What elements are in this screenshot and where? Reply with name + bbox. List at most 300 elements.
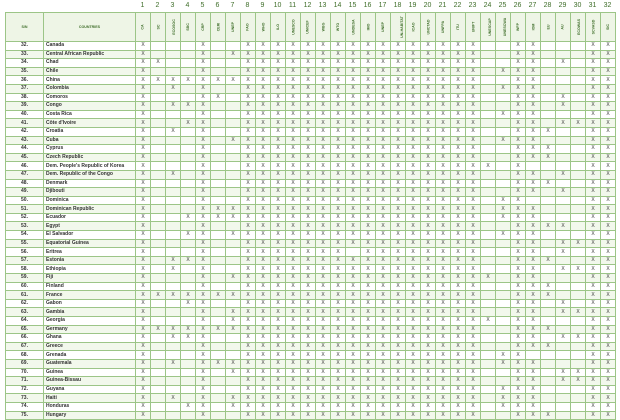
org-label: UNEP [231,22,235,32]
membership-cell [526,342,541,351]
membership-mark: X [516,257,520,264]
membership-cell [151,42,166,51]
membership-cell [436,127,451,136]
membership-mark: X [261,222,265,229]
membership-cell [361,222,376,231]
membership-cell [571,239,586,248]
membership-cell [211,67,226,76]
membership-mark: X [516,265,520,272]
membership-cell [511,59,526,68]
membership-cell [196,196,211,205]
membership-cell [151,127,166,136]
membership-mark: X [516,403,520,410]
membership-cell [346,368,361,377]
membership-cell [301,205,316,214]
membership-mark: X [441,50,445,57]
membership-mark: X [576,377,580,384]
membership-cell [181,59,196,68]
membership-cell [301,239,316,248]
membership-mark: X [426,239,430,246]
table-row [6,50,616,59]
membership-mark: X [591,102,595,109]
membership-cell [166,274,181,283]
membership-cell [241,127,256,136]
table-row [6,213,616,222]
table-row [6,325,616,334]
column-number: 28 [543,2,552,9]
membership-mark: X [591,334,595,341]
membership-mark: X [351,325,355,332]
membership-mark: X [276,85,280,92]
table-row [6,342,616,351]
membership-mark: X [381,403,385,410]
column-number: 21 [438,2,447,9]
membership-mark: X [471,394,475,401]
membership-mark: X [141,411,145,418]
membership-cell [586,351,601,360]
membership-mark: X [231,76,235,83]
membership-mark: X [336,42,340,49]
membership-cell [376,102,391,111]
membership-mark: X [231,205,235,212]
membership-mark: X [606,239,610,246]
membership-cell [511,351,526,360]
membership-mark: X [306,291,310,298]
countries-header: COUNTRIES [44,13,136,42]
membership-mark: X [441,171,445,178]
membership-mark: X [561,300,565,307]
membership-cell [406,325,421,334]
membership-cell [286,196,301,205]
membership-cell [256,127,271,136]
membership-mark: X [336,360,340,367]
membership-cell [301,127,316,136]
membership-mark: X [456,102,460,109]
membership-cell [436,205,451,214]
membership-cell [391,153,406,162]
membership-cell [181,368,196,377]
membership-cell [526,402,541,411]
membership-cell [241,162,256,171]
membership-mark: X [606,411,610,418]
membership-mark: X [321,102,325,109]
membership-cell [331,351,346,360]
membership-cell [496,248,511,257]
membership-cell [511,291,526,300]
membership-mark: X [381,102,385,109]
membership-cell [316,179,331,188]
membership-cell [556,342,571,351]
membership-mark: X [471,386,475,393]
membership-cell [241,188,256,197]
membership-mark: X [366,214,370,221]
membership-mark: X [411,68,415,75]
membership-mark: X [321,377,325,384]
membership-cell [451,162,466,171]
membership-mark: X [411,59,415,66]
country-name: Dominican Republic [44,205,136,214]
table-row [6,59,616,68]
membership-cell [391,385,406,394]
membership-mark: X [576,308,580,315]
membership-mark: X [291,50,295,57]
membership-mark: X [441,102,445,109]
country-name: Comoros [44,93,136,102]
org-label: FAO [245,23,250,31]
membership-mark: X [441,368,445,375]
membership-mark: X [381,179,385,186]
membership-mark: X [546,282,550,289]
membership-cell [196,317,211,326]
org-header [391,13,406,42]
membership-cell [196,351,211,360]
membership-mark: X [261,196,265,203]
table-row [6,42,616,51]
membership-cell [256,256,271,265]
row-number: 73. [6,394,44,403]
membership-cell [496,213,511,222]
membership-cell [406,127,421,136]
membership-cell [301,196,316,205]
membership-cell [226,67,241,76]
org-label: UN-HABITAT [399,16,404,38]
membership-cell [601,153,616,162]
membership-cell [271,196,286,205]
membership-mark: X [246,222,250,229]
membership-cell [541,256,556,265]
membership-cell [331,317,346,326]
row-number: 66. [6,334,44,343]
membership-cell [286,76,301,85]
membership-mark: X [336,50,340,57]
membership-cell [376,170,391,179]
membership-cell [496,76,511,85]
membership-cell [436,170,451,179]
membership-mark: X [426,196,430,203]
membership-mark: X [141,59,145,66]
membership-mark: X [516,274,520,281]
membership-cell [361,394,376,403]
membership-cell [391,411,406,420]
membership-cell [256,231,271,240]
membership-mark: X [261,343,265,350]
membership-mark: X [381,50,385,57]
membership-cell [586,136,601,145]
membership-mark: X [411,308,415,315]
table-row [6,188,616,197]
membership-cell [406,76,421,85]
membership-cell [376,334,391,343]
membership-cell [316,368,331,377]
membership-cell [241,256,256,265]
membership-mark: X [306,50,310,57]
membership-mark: X [546,179,550,186]
membership-cell [496,231,511,240]
membership-cell [151,282,166,291]
membership-cell [136,359,151,368]
country-name: Haiti [44,394,136,403]
membership-cell [301,256,316,265]
membership-cell [586,102,601,111]
membership-cell [196,402,211,411]
membership-mark: X [381,351,385,358]
membership-mark: X [366,343,370,350]
membership-mark: X [471,282,475,289]
membership-mark: X [291,334,295,341]
membership-cell [601,110,616,119]
membership-mark: X [396,136,400,143]
membership-cell [361,76,376,85]
membership-cell [346,145,361,154]
membership-cell [271,308,286,317]
membership-mark: X [411,102,415,109]
membership-mark: X [366,50,370,57]
membership-mark: X [516,85,520,92]
membership-mark: X [516,154,520,161]
membership-mark: X [366,162,370,169]
membership-cell [451,308,466,317]
membership-mark: X [606,188,610,195]
membership-cell [571,325,586,334]
membership-mark: X [441,351,445,358]
membership-cell [316,196,331,205]
membership-mark: X [516,76,520,83]
org-label: ICAO [410,22,415,32]
membership-cell [166,411,181,420]
membership-cell [196,325,211,334]
membership-mark: X [291,154,295,161]
membership-cell [571,291,586,300]
membership-mark: X [396,282,400,289]
membership-mark: X [411,300,415,307]
country-name: Eritrea [44,248,136,257]
membership-mark: X [546,325,550,332]
membership-mark: X [516,119,520,126]
column-number: 9 [260,2,265,9]
membership-cell [361,110,376,119]
org-header [556,13,571,42]
membership-cell [166,136,181,145]
membership-mark: X [141,274,145,281]
membership-mark: X [396,343,400,350]
membership-mark: X [141,179,145,186]
membership-mark: X [291,214,295,221]
membership-mark: X [246,403,250,410]
membership-cell [166,325,181,334]
membership-cell [181,196,196,205]
membership-cell [511,308,526,317]
table-row [6,231,616,240]
membership-cell [571,394,586,403]
membership-cell [556,248,571,257]
membership-cell [271,136,286,145]
membership-cell [526,231,541,240]
membership-cell [571,153,586,162]
membership-cell [451,368,466,377]
membership-mark: X [291,68,295,75]
membership-cell [271,359,286,368]
membership-cell [586,93,601,102]
membership-mark: X [426,308,430,315]
membership-cell [421,110,436,119]
membership-mark: X [246,325,250,332]
membership-mark: X [366,59,370,66]
membership-cell [541,205,556,214]
membership-mark: X [366,300,370,307]
column-number: 3 [170,2,175,9]
membership-cell [256,317,271,326]
membership-cell [571,256,586,265]
membership-mark: X [531,368,535,375]
membership-cell [166,351,181,360]
membership-mark: X [546,128,550,135]
membership-cell [466,93,481,102]
membership-cell [376,213,391,222]
membership-cell [571,368,586,377]
membership-mark: X [516,145,520,152]
membership-mark: X [336,119,340,126]
membership-cell [376,205,391,214]
membership-mark: X [471,248,475,255]
membership-cell [151,67,166,76]
country-name: Germany [44,325,136,334]
country-name: Georgia [44,317,136,326]
org-header [316,13,331,42]
membership-mark: X [516,59,520,66]
membership-cell [211,334,226,343]
membership-mark: X [591,411,595,418]
membership-mark: X [246,214,250,221]
membership-cell [301,359,316,368]
membership-mark: X [456,136,460,143]
membership-mark: X [441,128,445,135]
membership-cell [331,110,346,119]
membership-mark: X [366,403,370,410]
membership-cell [541,42,556,51]
membership-cell [541,308,556,317]
membership-cell [481,239,496,248]
membership-cell [571,84,586,93]
membership-cell [151,274,166,283]
membership-mark: X [456,368,460,375]
membership-cell [571,136,586,145]
membership-mark: X [591,291,595,298]
membership-cell [526,299,541,308]
membership-cell [541,102,556,111]
membership-cell [541,50,556,59]
membership-cell [541,274,556,283]
membership-cell [436,110,451,119]
membership-cell [331,342,346,351]
membership-mark: X [351,154,355,161]
membership-cell [361,317,376,326]
membership-cell [451,248,466,257]
membership-mark: X [396,179,400,186]
membership-mark: X [471,325,475,332]
country-name: Dominica [44,196,136,205]
membership-mark: X [276,42,280,49]
membership-cell [556,359,571,368]
column-number: 25 [498,2,507,9]
membership-mark: X [336,171,340,178]
membership-cell [391,205,406,214]
membership-mark: X [606,136,610,143]
membership-mark: X [306,136,310,143]
membership-mark: X [426,291,430,298]
row-number: 69. [6,359,44,368]
membership-mark: X [591,231,595,238]
membership-cell [391,127,406,136]
membership-cell [601,170,616,179]
membership-cell [541,231,556,240]
membership-cell [241,170,256,179]
membership-cell [226,84,241,93]
table-row [6,351,616,360]
membership-mark: X [426,274,430,281]
membership-cell [496,93,511,102]
membership-cell [226,282,241,291]
membership-cell [331,196,346,205]
membership-mark: X [381,291,385,298]
membership-cell [211,299,226,308]
membership-cell [271,179,286,188]
membership-mark: X [291,317,295,324]
membership-mark: X [441,196,445,203]
membership-cell [481,188,496,197]
membership-mark: X [396,205,400,212]
membership-mark: X [351,377,355,384]
membership-cell [181,282,196,291]
membership-mark: X [141,102,145,109]
membership-cell [211,213,226,222]
membership-cell [421,153,436,162]
membership-cell [481,368,496,377]
membership-cell [541,179,556,188]
table-row [6,179,616,188]
membership-mark: X [201,188,205,195]
membership-mark: X [351,111,355,118]
membership-cell [151,411,166,420]
membership-cell [301,394,316,403]
membership-cell [556,231,571,240]
membership-mark: X [141,317,145,324]
membership-cell [451,119,466,128]
membership-mark: X [516,42,520,49]
membership-mark: X [456,93,460,100]
membership-mark: X [366,68,370,75]
membership-mark: X [441,317,445,324]
membership-cell [406,317,421,326]
country-name: Cuba [44,136,136,145]
membership-mark: X [321,360,325,367]
membership-mark: X [246,411,250,418]
membership-cell [601,411,616,420]
membership-cell [286,359,301,368]
membership-mark: X [201,351,205,358]
membership-mark: X [336,257,340,264]
membership-cell [196,308,211,317]
membership-mark: X [441,42,445,49]
membership-cell [406,145,421,154]
membership-mark: X [321,214,325,221]
membership-cell [166,170,181,179]
membership-cell [586,248,601,257]
membership-cell [421,248,436,257]
membership-cell [526,153,541,162]
membership-mark: X [441,360,445,367]
membership-cell [286,351,301,360]
membership-cell [586,282,601,291]
